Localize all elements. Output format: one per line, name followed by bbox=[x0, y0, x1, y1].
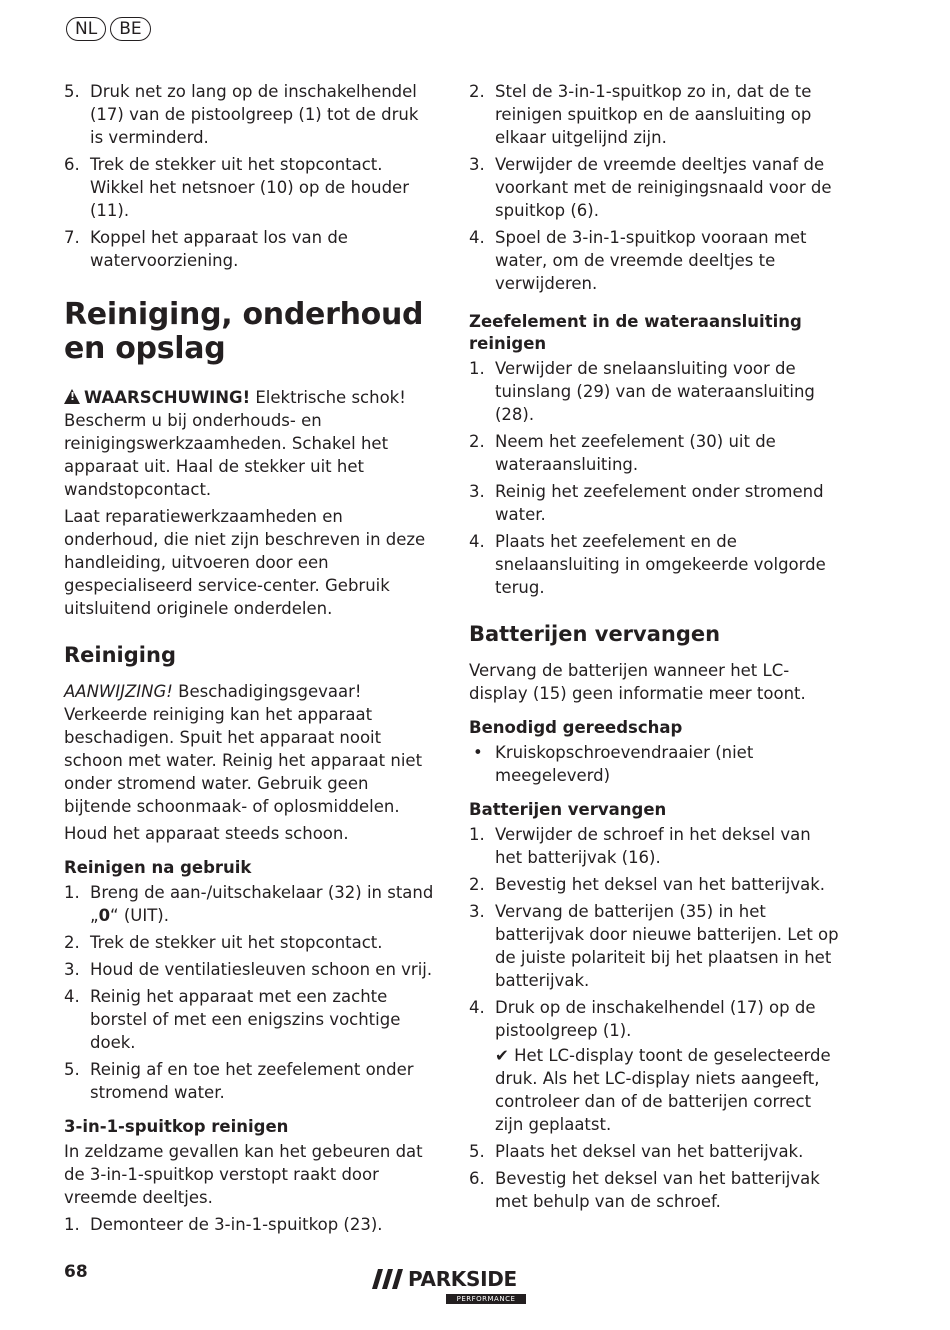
language-badge-be: BE bbox=[110, 17, 150, 41]
step-text: Demonteer de 3-in-1-spuitkop (23). bbox=[90, 1215, 383, 1234]
step-text: Bevestig het deksel van het batterijvak. bbox=[495, 875, 826, 894]
step-text: Plaats het zeefelement en de snelaansluiting in omgekeerde volgorde terug. bbox=[495, 532, 826, 597]
list-item bbox=[469, 226, 841, 295]
step-number: 3. bbox=[64, 960, 80, 979]
step-text: Plaats het deksel van het batterijvak. bbox=[495, 1142, 804, 1161]
tool-text: Kruiskopschroevendraaier (niet meegeleverd) bbox=[495, 743, 754, 785]
nozzle-heading: 3-in-1-spuitkop reinigen bbox=[64, 1117, 289, 1136]
step-number: 2. bbox=[64, 933, 80, 952]
logo-text: PARKSIDE bbox=[408, 1267, 517, 1291]
step-number: 6. bbox=[64, 155, 80, 174]
logo-slashes-icon bbox=[372, 1269, 406, 1289]
bullet-icon: • bbox=[473, 743, 483, 762]
step-number: 3. bbox=[469, 155, 485, 174]
list-item bbox=[469, 873, 841, 896]
list-item bbox=[469, 530, 841, 599]
result-text: Het LC-display toont de geselecteerde druk. Als het LC-display niets aangeeft, controleer dan of de batterijen correct zijn geplaatst. bbox=[495, 1046, 831, 1134]
step-number: 1. bbox=[469, 359, 485, 378]
list-item bbox=[469, 1140, 841, 1163]
list-item bbox=[64, 931, 436, 954]
cleaning-heading: Reiniging bbox=[64, 643, 176, 667]
list-item bbox=[64, 153, 436, 222]
step-text: Breng de aan-/uitschakelaar (32) in stand „ bbox=[90, 883, 434, 925]
warning-label: WAARSCHUWING! bbox=[84, 388, 251, 407]
parkside-logo bbox=[372, 1267, 528, 1307]
step-number: 4. bbox=[469, 228, 485, 247]
after-use-heading: Reinigen na gebruik bbox=[64, 858, 252, 877]
filter-steps bbox=[469, 357, 841, 599]
tools-list bbox=[469, 741, 841, 787]
step-text: “ (UIT). bbox=[110, 906, 169, 925]
list-item bbox=[64, 881, 436, 927]
step-text: Reinig het zeefelement onder stromend water. bbox=[495, 482, 824, 524]
step-number: 4. bbox=[64, 987, 80, 1006]
page-number: 68 bbox=[64, 1262, 88, 1282]
list-item bbox=[64, 80, 436, 149]
battery-steps bbox=[469, 823, 841, 1213]
step-text: Druk net zo lang op de inschakelhendel (17) van de pistoolgreep (1) tot de druk is verminderd. bbox=[90, 82, 419, 147]
step-text: Stel de 3-in-1-spuitkop zo in, dat de te reinigen spuitkop en de aansluiting op elkaar uitgelijnd zijn. bbox=[495, 82, 812, 147]
left-column bbox=[64, 80, 436, 1240]
list-item bbox=[469, 153, 841, 222]
hint-text: Beschadigingsgevaar! Verkeerde reiniging kan het apparaat beschadigen. Spuit het apparaat nooit schoon met water. Reinig het apparaat niet onder stromend water. Gebruik geen bijtende schoonmaak- of oplosmiddelen. bbox=[64, 682, 423, 816]
list-item bbox=[469, 996, 841, 1136]
step-text: Verwijder de schroef in het deksel van het batterijvak (16). bbox=[495, 825, 811, 867]
step-number: 4. bbox=[469, 998, 485, 1017]
step-text: Trek de stekker uit het stopcontact. Wikkel het netsnoer (10) op de houder (11). bbox=[90, 155, 409, 220]
step-text-bold: 0 bbox=[98, 906, 111, 925]
step-number: 2. bbox=[469, 432, 485, 451]
filter-heading: Zeefelement in de wateraansluiting reinigen bbox=[469, 312, 802, 353]
step-number: 7. bbox=[64, 228, 80, 247]
step-number: 2. bbox=[469, 875, 485, 894]
step-number: 2. bbox=[469, 82, 485, 101]
list-item bbox=[469, 823, 841, 869]
step-number: 5. bbox=[64, 1060, 80, 1079]
battery-heading: Batterijen vervangen bbox=[469, 622, 721, 646]
list-item bbox=[64, 985, 436, 1054]
tools-heading: Benodigd gereedschap bbox=[469, 718, 683, 737]
step-number: 1. bbox=[64, 883, 80, 902]
step-number: 3. bbox=[469, 902, 485, 921]
nozzle-intro: In zeldzame gevallen kan het gebeuren dat de 3-in-1-spuitkop verstopt raakt door vreemde deeltjes. bbox=[64, 1142, 423, 1207]
step-text: Bevestig het deksel van het batterijvak met behulp van de schroef. bbox=[495, 1169, 820, 1211]
list-item bbox=[64, 226, 436, 272]
step-text: Verwijder de vreemde deeltjes vanaf de voorkant met de reinigingsnaald voor de spuitkop (6). bbox=[495, 155, 832, 220]
step-text: Reinig het apparaat met een zachte borstel of met een enigszins vochtige doek. bbox=[90, 987, 401, 1052]
step-number: 3. bbox=[469, 482, 485, 501]
step-text: Spoel de 3-in-1-spuitkop vooraan met water, om de vreemde deeltjes te verwijderen. bbox=[495, 228, 807, 293]
list-item bbox=[469, 480, 841, 526]
warning-triangle-icon bbox=[64, 389, 80, 404]
result-line bbox=[495, 1044, 841, 1136]
logo-subtext: PERFORMANCE bbox=[446, 1294, 526, 1304]
list-item bbox=[469, 900, 841, 992]
step-number: 4. bbox=[469, 532, 485, 551]
battery-intro: Vervang de batterijen wanneer het LC-display (15) geen informatie meer toont. bbox=[469, 661, 806, 703]
step-text: Verwijder de snelaansluiting voor de tuinslang (29) van de wateraansluiting (28). bbox=[495, 359, 815, 424]
step-text: Neem het zeefelement (30) uit de wateraansluiting. bbox=[495, 432, 776, 474]
list-item bbox=[64, 1213, 436, 1236]
language-badge-nl: NL bbox=[66, 17, 106, 41]
warning-text: Elektrische schok! Bescherm u bij onderhouds- en reinigingswerkzaamheden. Schakel het apparaat uit. Haal de stekker uit het wandstopcontact. bbox=[64, 388, 406, 499]
step-text: Koppel het apparaat los van de watervoorziening. bbox=[90, 228, 348, 270]
list-item bbox=[469, 741, 841, 787]
step-number: 5. bbox=[469, 1142, 485, 1161]
step-text: Trek de stekker uit het stopcontact. bbox=[90, 933, 383, 952]
keep-clean-paragraph: Houd het apparaat steeds schoon. bbox=[64, 824, 349, 843]
repair-paragraph: Laat reparatiewerkzaamheden en onderhoud, die niet zijn beschreven in deze handleiding, uitvoeren door een gespecialiseerd service-center. Gebruik uitsluitend originele onderdelen. bbox=[64, 507, 426, 618]
checkmark-icon: ✔ bbox=[495, 1046, 509, 1065]
step-text: Vervang de batterijen (35) in het batterijvak door nieuwe batterijen. Let op de juiste polariteit bij het plaatsen in het batterijvak. bbox=[495, 902, 839, 990]
hint-paragraph bbox=[64, 680, 436, 818]
step-number: 1. bbox=[64, 1215, 80, 1234]
list-item bbox=[64, 958, 436, 981]
nozzle-steps bbox=[64, 1213, 436, 1236]
right-column bbox=[469, 80, 841, 1217]
language-badges bbox=[66, 17, 151, 41]
main-heading: Reiniging, onderhoud en opslag bbox=[64, 297, 424, 366]
step-number: 6. bbox=[469, 1169, 485, 1188]
step-text: Houd de ventilatiesleuven schoon en vrij. bbox=[90, 960, 433, 979]
intro-steps bbox=[64, 80, 436, 272]
list-item bbox=[469, 357, 841, 426]
after-use-steps bbox=[64, 881, 436, 1104]
list-item bbox=[469, 430, 841, 476]
step-text: Reinig af en toe het zeefelement onder stromend water. bbox=[90, 1060, 414, 1102]
nozzle-steps-continued bbox=[469, 80, 841, 295]
list-item bbox=[64, 1058, 436, 1104]
step-text: Druk op de inschakelhendel (17) op de pistoolgreep (1). bbox=[495, 998, 816, 1040]
list-item bbox=[469, 80, 841, 149]
list-item bbox=[469, 1167, 841, 1213]
step-number: 1. bbox=[469, 825, 485, 844]
step-number: 5. bbox=[64, 82, 80, 101]
hint-label: AANWIJZING! bbox=[64, 682, 173, 701]
battery-sub-heading: Batterijen vervangen bbox=[469, 800, 667, 819]
warning-paragraph bbox=[64, 386, 436, 501]
